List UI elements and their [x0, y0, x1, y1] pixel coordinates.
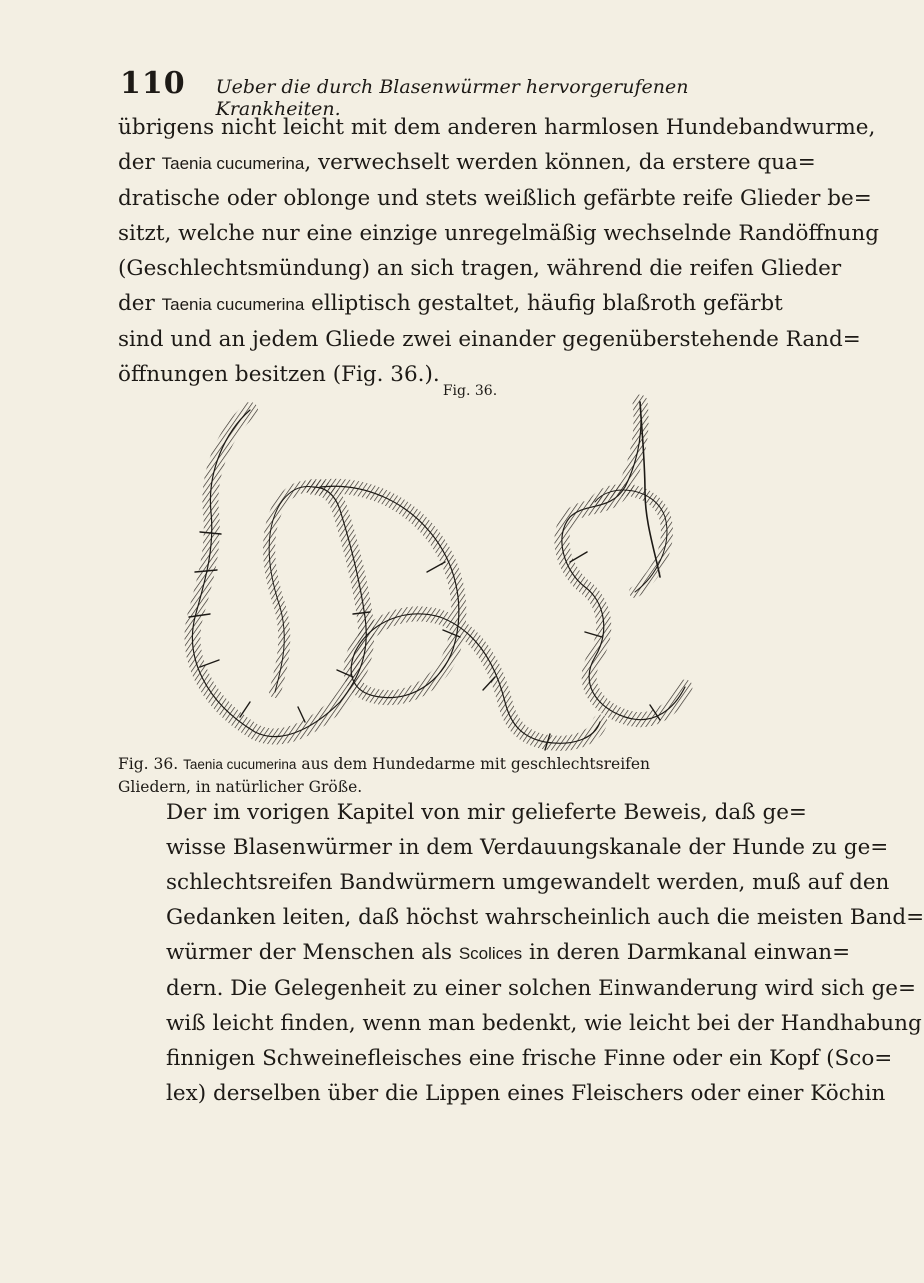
- paragraph-2: [118, 795, 924, 1111]
- text-line: übrigens nicht leicht mit dem anderen harmlosen Hundebandwurme,: [118, 115, 876, 140]
- text-line: lex) derselben über die Lippen eines Fleischers oder einer Köchin: [166, 1081, 886, 1106]
- text-line: (Geschlechtsmündung) an sich tragen, während die reifen Glieder: [118, 256, 842, 281]
- running-title: Ueber die durch Blasenwürmer hervorgerufenen Krankheiten.: [215, 76, 689, 120]
- text-line: Gedanken leiten, daß höchst wahrscheinlich auch die meisten Band=: [166, 905, 924, 930]
- paragraph-1: [118, 110, 879, 392]
- page-number: 110: [120, 66, 186, 101]
- page-header: [120, 66, 720, 120]
- text-line: wiß leicht finden, wenn man bedenkt, wie leicht bei der Handhabung: [166, 1011, 922, 1036]
- text-line: sitzt, welche nur eine einzige unregelmäßig wechselnde Randöffnung: [118, 221, 879, 246]
- text-line: dern. Die Gelegenheit zu einer solchen Einwanderung wird sich ge=: [166, 976, 916, 1001]
- caption-line: Gliedern, in natürlicher Größe.: [118, 778, 363, 796]
- text-line: Der im vorigen Kapitel von mir gelieferte Beweis, daß ge=: [166, 800, 807, 825]
- figure-caption: [118, 753, 696, 798]
- text-line: dratische oder oblonge und stets weißlich gefärbte reife Glieder be=: [118, 186, 872, 211]
- text-line: würmer der Menschen als Scolices in deren Darmkanal einwan=: [166, 940, 851, 965]
- text-line: wisse Blasenwürmer in dem Verdauungskanale der Hunde zu ge=: [166, 835, 889, 860]
- text-line: der Taenia cucumerina elliptisch gestaltet, häufig blaßroth gefärbt: [118, 291, 783, 316]
- tapeworm-illustration-icon: [155, 402, 695, 752]
- text-line: sind und an jedem Gliede zwei einander gegenüberstehende Rand=: [118, 327, 861, 352]
- caption-line: Fig. 36. Taenia cucumerina aus dem Hundedarme mit geschlechtsreifen: [118, 755, 651, 773]
- text-line: finnigen Schweinefleisches eine frische Finne oder ein Kopf (Sco=: [166, 1046, 893, 1071]
- figure-label: Fig. 36.: [442, 383, 498, 399]
- text-line: öffnungen besitzen (Fig. 36.).: [118, 362, 440, 387]
- text-line: schlechtsreifen Bandwürmern umgewandelt werden, muß auf den: [166, 870, 890, 895]
- text-line: der Taenia cucumerina, verwechselt werden können, da erstere qua=: [118, 150, 816, 175]
